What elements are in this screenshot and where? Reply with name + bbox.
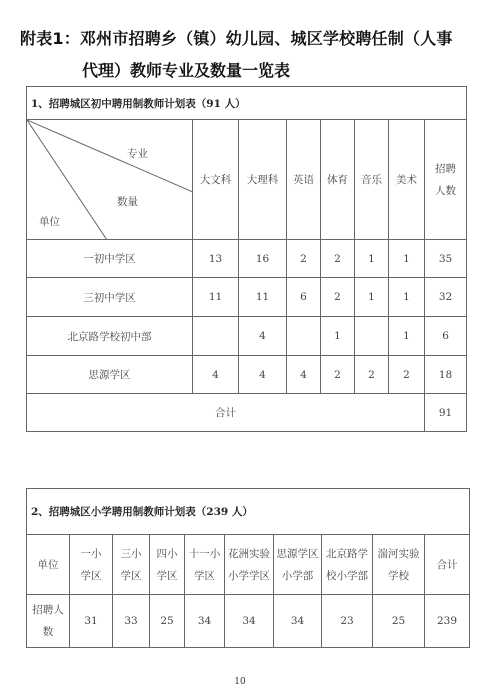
cell-value: 1 [355, 240, 389, 278]
diag-label-major: 专业 [127, 148, 148, 160]
middle-school-plan-table [26, 86, 467, 432]
header-subject-1: 大理科 [239, 120, 287, 240]
table-row-sum [27, 394, 467, 432]
doc-title-line1: 附表1：邓州市招聘乡（镇）幼儿园、城区学校聘任制（人事 [20, 29, 453, 48]
page-number: 10 [234, 677, 246, 687]
cell-value: 11 [193, 278, 239, 317]
cell-value: 34 [185, 595, 225, 648]
cell-value: 2 [321, 278, 355, 317]
row-total: 18 [425, 356, 467, 394]
table1-caption: 1、招聘城区初中聘用制教师计划表（91 人） [27, 87, 467, 120]
cell-value: 34 [225, 595, 274, 648]
doc-title-line2: 代理）教师专业及数量一览表 [82, 61, 291, 80]
header-subject-4: 音乐 [355, 120, 389, 240]
header-district-5: 思源学区 小学部 [274, 535, 322, 595]
row-unit: 一初中学区 [27, 240, 193, 278]
cell-value: 25 [373, 595, 425, 648]
header-total-line1: 招聘 [435, 162, 457, 175]
cell-value: 1 [389, 240, 425, 278]
cell-value: 23 [322, 595, 373, 648]
cell-value: 2 [321, 240, 355, 278]
cell-value: 25 [150, 595, 185, 648]
cell-value [287, 317, 321, 356]
row-unit: 思源学区 [27, 356, 193, 394]
diag-label-quantity: 数量 [117, 196, 138, 208]
cell-value: 6 [287, 278, 321, 317]
cell-value: 31 [70, 595, 113, 648]
cell-value: 4 [287, 356, 321, 394]
table-row [27, 317, 467, 356]
row-label: 招聘人 数 [27, 595, 70, 648]
sum-label: 合计 [27, 394, 425, 432]
header-district-6: 北京路学 校小学部 [322, 535, 373, 595]
unit-label: 单位 [27, 535, 70, 595]
header-district-1: 三小 学区 [113, 535, 150, 595]
cell-value: 2 [389, 356, 425, 394]
row-total: 239 [425, 595, 470, 648]
cell-value: 2 [321, 356, 355, 394]
cell-value: 4 [239, 317, 287, 356]
header-district-2: 四小 学区 [150, 535, 185, 595]
table-row [27, 595, 470, 648]
header-subject-3: 体育 [321, 120, 355, 240]
row-unit: 三初中学区 [27, 278, 193, 317]
diagonal-header-cell [27, 120, 193, 240]
cell-value [193, 317, 239, 356]
sum-value: 91 [425, 394, 467, 432]
cell-value: 4 [193, 356, 239, 394]
header-district-4: 花洲实验 小学学区 [225, 535, 274, 595]
cell-value: 11 [239, 278, 287, 317]
header-total: 合计 [425, 535, 470, 595]
cell-value: 2 [287, 240, 321, 278]
header-subject-5: 美术 [389, 120, 425, 240]
cell-value: 34 [274, 595, 322, 648]
table-row [27, 240, 467, 278]
cell-value [355, 317, 389, 356]
cell-value: 1 [389, 278, 425, 317]
cell-value: 16 [239, 240, 287, 278]
header-district-7: 湍河实验 学校 [373, 535, 425, 595]
table-row [27, 278, 467, 317]
header-total-line2: 人数 [435, 184, 457, 197]
diag-label-unit: 单位 [39, 216, 60, 228]
cell-value: 1 [321, 317, 355, 356]
header-subject-2: 英语 [287, 120, 321, 240]
row-total: 32 [425, 278, 467, 317]
cell-value: 1 [355, 278, 389, 317]
header-subject-0: 大文科 [193, 120, 239, 240]
table-row [27, 356, 467, 394]
row-total: 35 [425, 240, 467, 278]
header-total [425, 120, 467, 240]
cell-value: 4 [239, 356, 287, 394]
header-district-3: 十一小 学区 [185, 535, 225, 595]
cell-value: 33 [113, 595, 150, 648]
table2-caption: 2、招聘城区小学聘用制教师计划表（239 人） [27, 489, 470, 535]
row-total: 6 [425, 317, 467, 356]
header-district-0: 一小 学区 [70, 535, 113, 595]
cell-value: 2 [355, 356, 389, 394]
row-unit: 北京路学校初中部 [27, 317, 193, 356]
cell-value: 13 [193, 240, 239, 278]
primary-school-plan-table [26, 488, 470, 648]
cell-value: 1 [389, 317, 425, 356]
